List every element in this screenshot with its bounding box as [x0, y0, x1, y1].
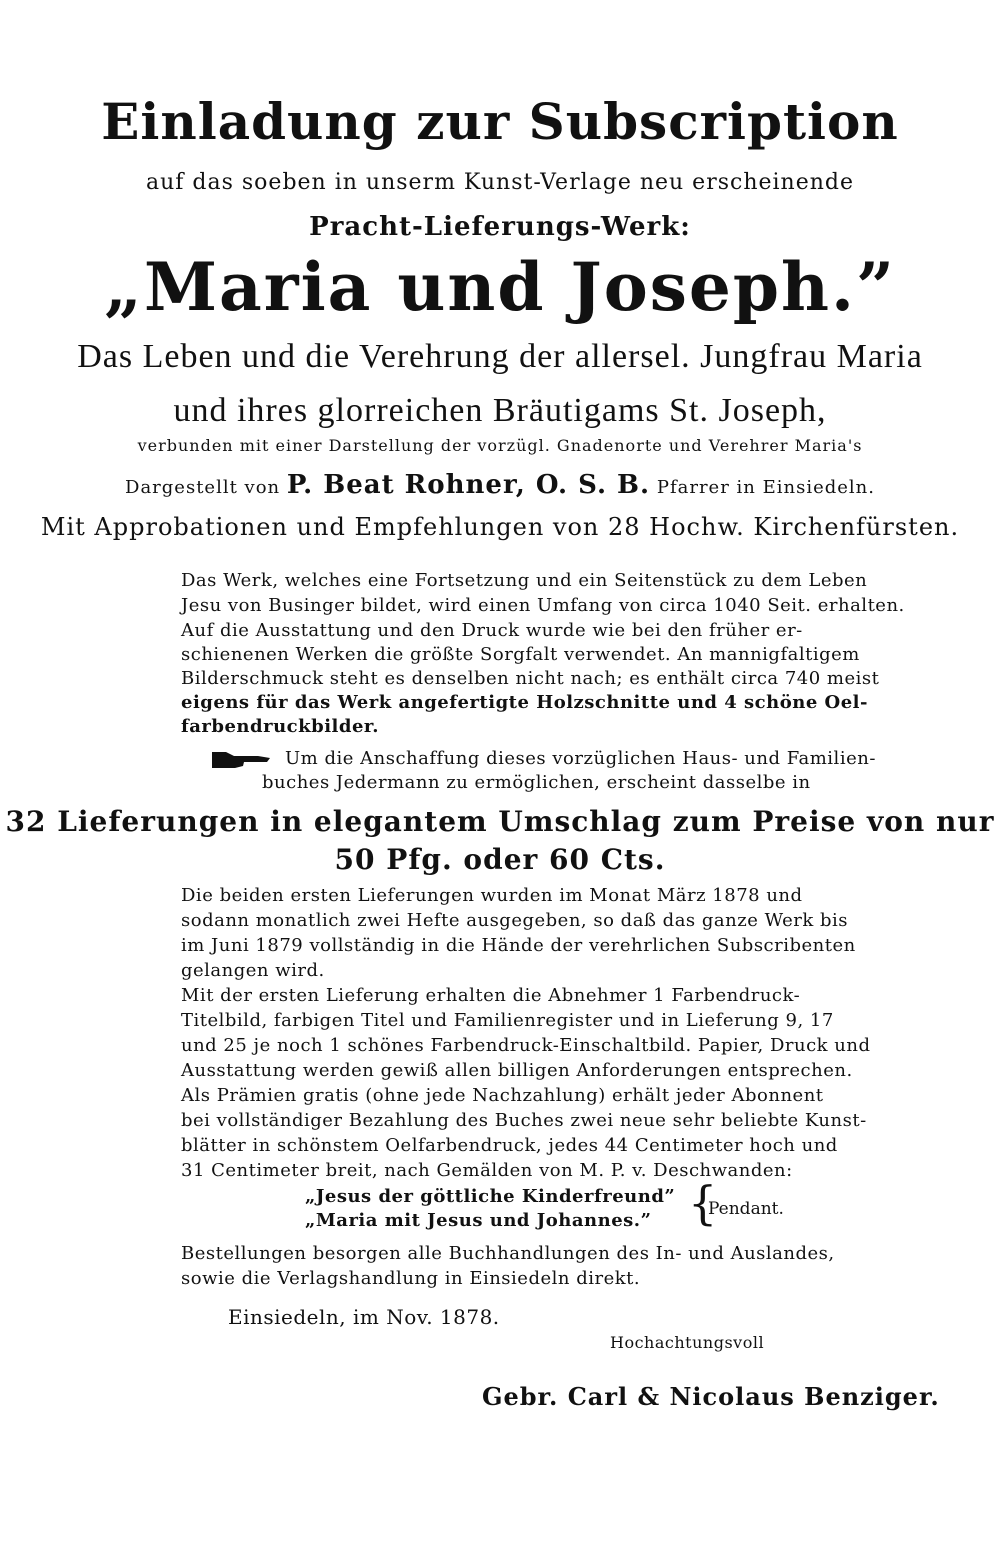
description-line-3: Auf die Ausstattung und den Druck wurde wie bei den früher er-	[181, 620, 803, 641]
work-type: Pracht-Lieferungs-Werk:	[309, 212, 691, 242]
author-prefix: Dargestellt von	[125, 477, 281, 498]
details-line-10: bei vollständiger Bezahlung des Buches zwei neue sehr beliebte Kunst-	[181, 1110, 867, 1131]
notice-line-2: buches Jedermann zu ermöglichen, erscheint dasselbe in	[262, 772, 811, 793]
publisher-signature: Gebr. Carl & Nicolaus Benziger.	[482, 1382, 940, 1411]
notice-line-1: Um die Anschaffung dieses vorzüglichen Haus- und Familien-	[285, 748, 876, 769]
regards: Hochachtungsvoll	[610, 1333, 765, 1352]
description-line-2: Jesu von Businger bildet, wird einen Umfang von circa 1040 Seit. erhalten.	[181, 595, 905, 616]
details-line-5: Mit der ersten Lieferung erhalten die Abnehmer 1 Farbendruck-	[181, 985, 801, 1006]
description-line-4: schienenen Werken die größte Sorgfalt verwendet. An mannigfaltigem	[181, 644, 860, 665]
details-line-12: 31 Centimeter breit, nach Gemälden von M. P. v. Deschwanden:	[181, 1160, 793, 1181]
price-line-2: 50 Pfg. oder 60 Cts.	[334, 843, 666, 876]
price-line-1: 32 Lieferungen in elegantem Umschlag zum Preise von nur	[5, 805, 995, 838]
details-line-3: im Juni 1879 vollständig in die Hände der verehrlichen Subscribenten	[181, 935, 856, 956]
work-title: „Maria und Joseph.”	[104, 248, 896, 326]
description-line-7: farbendruckbilder.	[181, 716, 379, 737]
details-line-1: Die beiden ersten Lieferungen wurden im Monat März 1878 und	[181, 885, 803, 906]
premium-item-1: „Jesus der göttliche Kinderfreund”	[305, 1186, 676, 1207]
details-line-4: gelangen wird.	[181, 960, 325, 981]
approbations-line: Mit Approbationen und Empfehlungen von 28 Hochw. Kirchenfürsten.	[40, 513, 960, 541]
details-line-8: Ausstattung werden gewiß allen billigen Anforderungen entsprechen.	[181, 1060, 853, 1081]
details-line-6: Titelbild, farbigen Titel und Familienregister und in Lieferung 9, 17	[181, 1010, 834, 1031]
details-line-11: blätter in schönstem Oelfarbendruck, jedes 44 Centimeter hoch und	[181, 1135, 838, 1156]
orders-line-1: Bestellungen besorgen alle Buchhandlungen des In- und Auslandes,	[181, 1243, 835, 1264]
author-line	[0, 470, 1000, 500]
description-line-1: Das Werk, welches eine Fortsetzung und ein Seitenstück zu dem Leben	[181, 570, 868, 591]
pointing-hand-icon	[210, 748, 274, 772]
details-line-2: sodann monatlich zwei Hefte ausgegeben, so daß das ganze Werk bis	[181, 910, 849, 931]
place-date: Einsiedeln, im Nov. 1878.	[228, 1305, 500, 1329]
subtitle-line-1: Das Leben und die Verehrung der allersel. Jungfrau Maria	[77, 338, 923, 375]
premium-item-2: „Maria mit Jesus und Johannes.”	[305, 1210, 652, 1231]
details-line-7: und 25 je noch 1 schönes Farbendruck-Einschaltbild. Papier, Druck und	[181, 1035, 871, 1056]
author-name: P. Beat Rohner, O. S. B.	[286, 470, 651, 500]
subtitle-line-2: und ihres glorreichen Bräutigams St. Joseph,	[173, 392, 827, 429]
brace-symbol: {	[688, 1176, 718, 1230]
intro-line: auf das soeben in unserm Kunst-Verlage neu erscheinende	[145, 170, 855, 195]
pendant-label: Pendant.	[708, 1199, 784, 1219]
orders-line-2: sowie die Verlagshandlung in Einsiedeln direkt.	[181, 1268, 641, 1289]
description-line-5: Bilderschmuck steht es denselben nicht nach; es enthält circa 740 meist	[181, 668, 880, 689]
description-line-6: eigens für das Werk angefertigte Holzschnitte und 4 schöne Oel-	[181, 692, 868, 713]
author-suffix: Pfarrer in Einsiedeln.	[656, 477, 875, 498]
connected-with-line: verbunden mit einer Darstellung der vorzügl. Gnadenorte und Verehrer Maria's	[137, 436, 863, 455]
details-line-9: Als Prämien gratis (ohne jede Nachzahlung) erhält jeder Abonnent	[181, 1085, 824, 1106]
page-title: Einladung zur Subscription	[101, 92, 899, 151]
